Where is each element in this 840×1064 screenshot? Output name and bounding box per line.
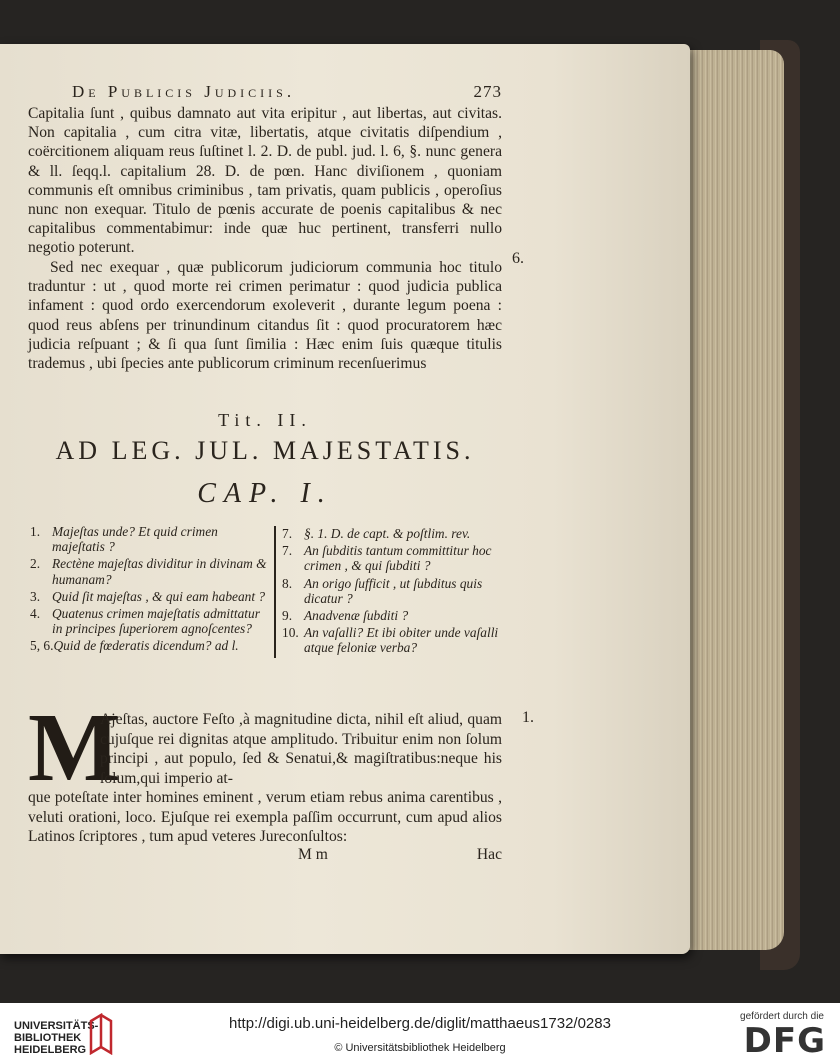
- title-heading: Tit. II.: [218, 410, 312, 430]
- toc-item: 1. Majeſtas unde? Et quid crimen majeſtatis ?: [30, 524, 218, 555]
- page-number: 273: [473, 82, 502, 101]
- body-text-start: Ajeſtas, auctore Feſto ,à magnitudine dicta, nihil eſt aliud, quam cujuſque rei dignitas atque amplitudo. Tribuitur enim non ſolum principi , aut populo, ſed & Senatui,& magiſtratibus:neque his ſolum,qui imperio at-: [100, 711, 502, 787]
- catchword: Hac: [476, 846, 502, 863]
- drop-cap: M: [28, 694, 121, 802]
- permalink-url[interactable]: http://digi.ub.uni-heidelberg.de/diglit/matthaeus1732/0283: [229, 1015, 611, 1032]
- body-text-rest: que poteſtate inter homines eminent , verum etiam rebus anima carentibus , veluti orationi, loco. Ejuſque rei exempla paſſim occurrunt, cum apud alios Latinos ſcriptores , tum apud veteres Jureconſultos:: [28, 789, 502, 846]
- toc-item: 9. Anadvenæ ſubditi ?: [282, 608, 409, 624]
- lex-heading: AD LEG. JUL. MAJESTATIS.: [55, 436, 475, 465]
- toc-item: 5, 6. Quid de fœderatis dicendum? ad l.: [30, 638, 239, 654]
- signature-mark: M m: [298, 846, 328, 863]
- margin-note-1: 1.: [522, 709, 534, 726]
- toc-item: 8. An origo ſufficit , ut ſubditus quis dicatur ?: [282, 575, 483, 606]
- toc-item: 7. §. 1. D. de capt. & poſtlim. rev.: [282, 526, 471, 541]
- dfg-logo: DFG: [743, 1021, 826, 1061]
- toc-item: 3. Quid ſit majeſtas , & qui eam habeant ?: [30, 588, 266, 604]
- viewer-footer: [0, 1003, 840, 1064]
- library-logo-text: UNIVERSITÄTS- BIBLIOTHEK HEIDELBERG: [14, 1020, 99, 1056]
- toc-left-column: [30, 524, 270, 656]
- copyright-notice: © Universitätsbibliothek Heidelberg: [334, 1042, 506, 1054]
- margin-note-6: 6.: [512, 250, 524, 267]
- paragraph-2: Sed nec exequar , quæ publicorum judiciorum communia hoc titulo traduntur : ut , quod morte rei crimen perimatur : quod judicia publica infament : quod ordo exercendorum exoleverit , durante legum poena : quod reus abſens per trinundinum citandus ſit : quod procuratorem hæc judicia reſpuant ; & ſi qua ſunt ſimilia : Hæc enim ſuis quæque titulis trademus , ubi ſpecies ante publicorum criminum recenſuerimus: [28, 259, 502, 373]
- chapter-heading: CAP. I.: [197, 478, 333, 509]
- toc-item: 10. An vaſalli? Et ibi obiter unde vaſalli atque feloniæ verba?: [282, 625, 499, 656]
- toc-item: 4. Quatenus crimen majeſtatis admittatur in principes ſuperiorem agnoſcentes?: [30, 606, 260, 637]
- header-title: De Publicis Judiciis.: [72, 82, 296, 101]
- toc-right-column: [274, 526, 520, 658]
- toc-item: 2. Rectène majeſtas dividitur in divinam & humanam?: [30, 556, 267, 587]
- paragraph-1: Capitalia ſunt , quibus damnato aut vita eripitur , aut libertas, aut civitas. Non capitalia , cum citra vitæ, libertatis, atque civitatis diſpendium , coërcitionem aliquam reus ſuſtinet l. 2. D. de publ. jud. l. 6, §. nunc genera & ll. ſeqq.l. capitalium 28. D. de pœn. Hanc diviſionem , quoniam communis eſt omnibus criminibus , tam privatis, quam publicis , operoſius nunc non exequar. Titulo de pœnis accurate de poenis capitalibus & nec capitalibus commentabimur: inde quæ huc pertinent, transferri nullo negotio poterunt.: [28, 105, 502, 257]
- sponsor-label: gefördert durch die: [740, 1011, 824, 1022]
- running-header: [72, 82, 502, 102]
- toc-item: 7. An ſubditis tantum committitur hoc crimen , & qui ſubditi ?: [282, 543, 492, 574]
